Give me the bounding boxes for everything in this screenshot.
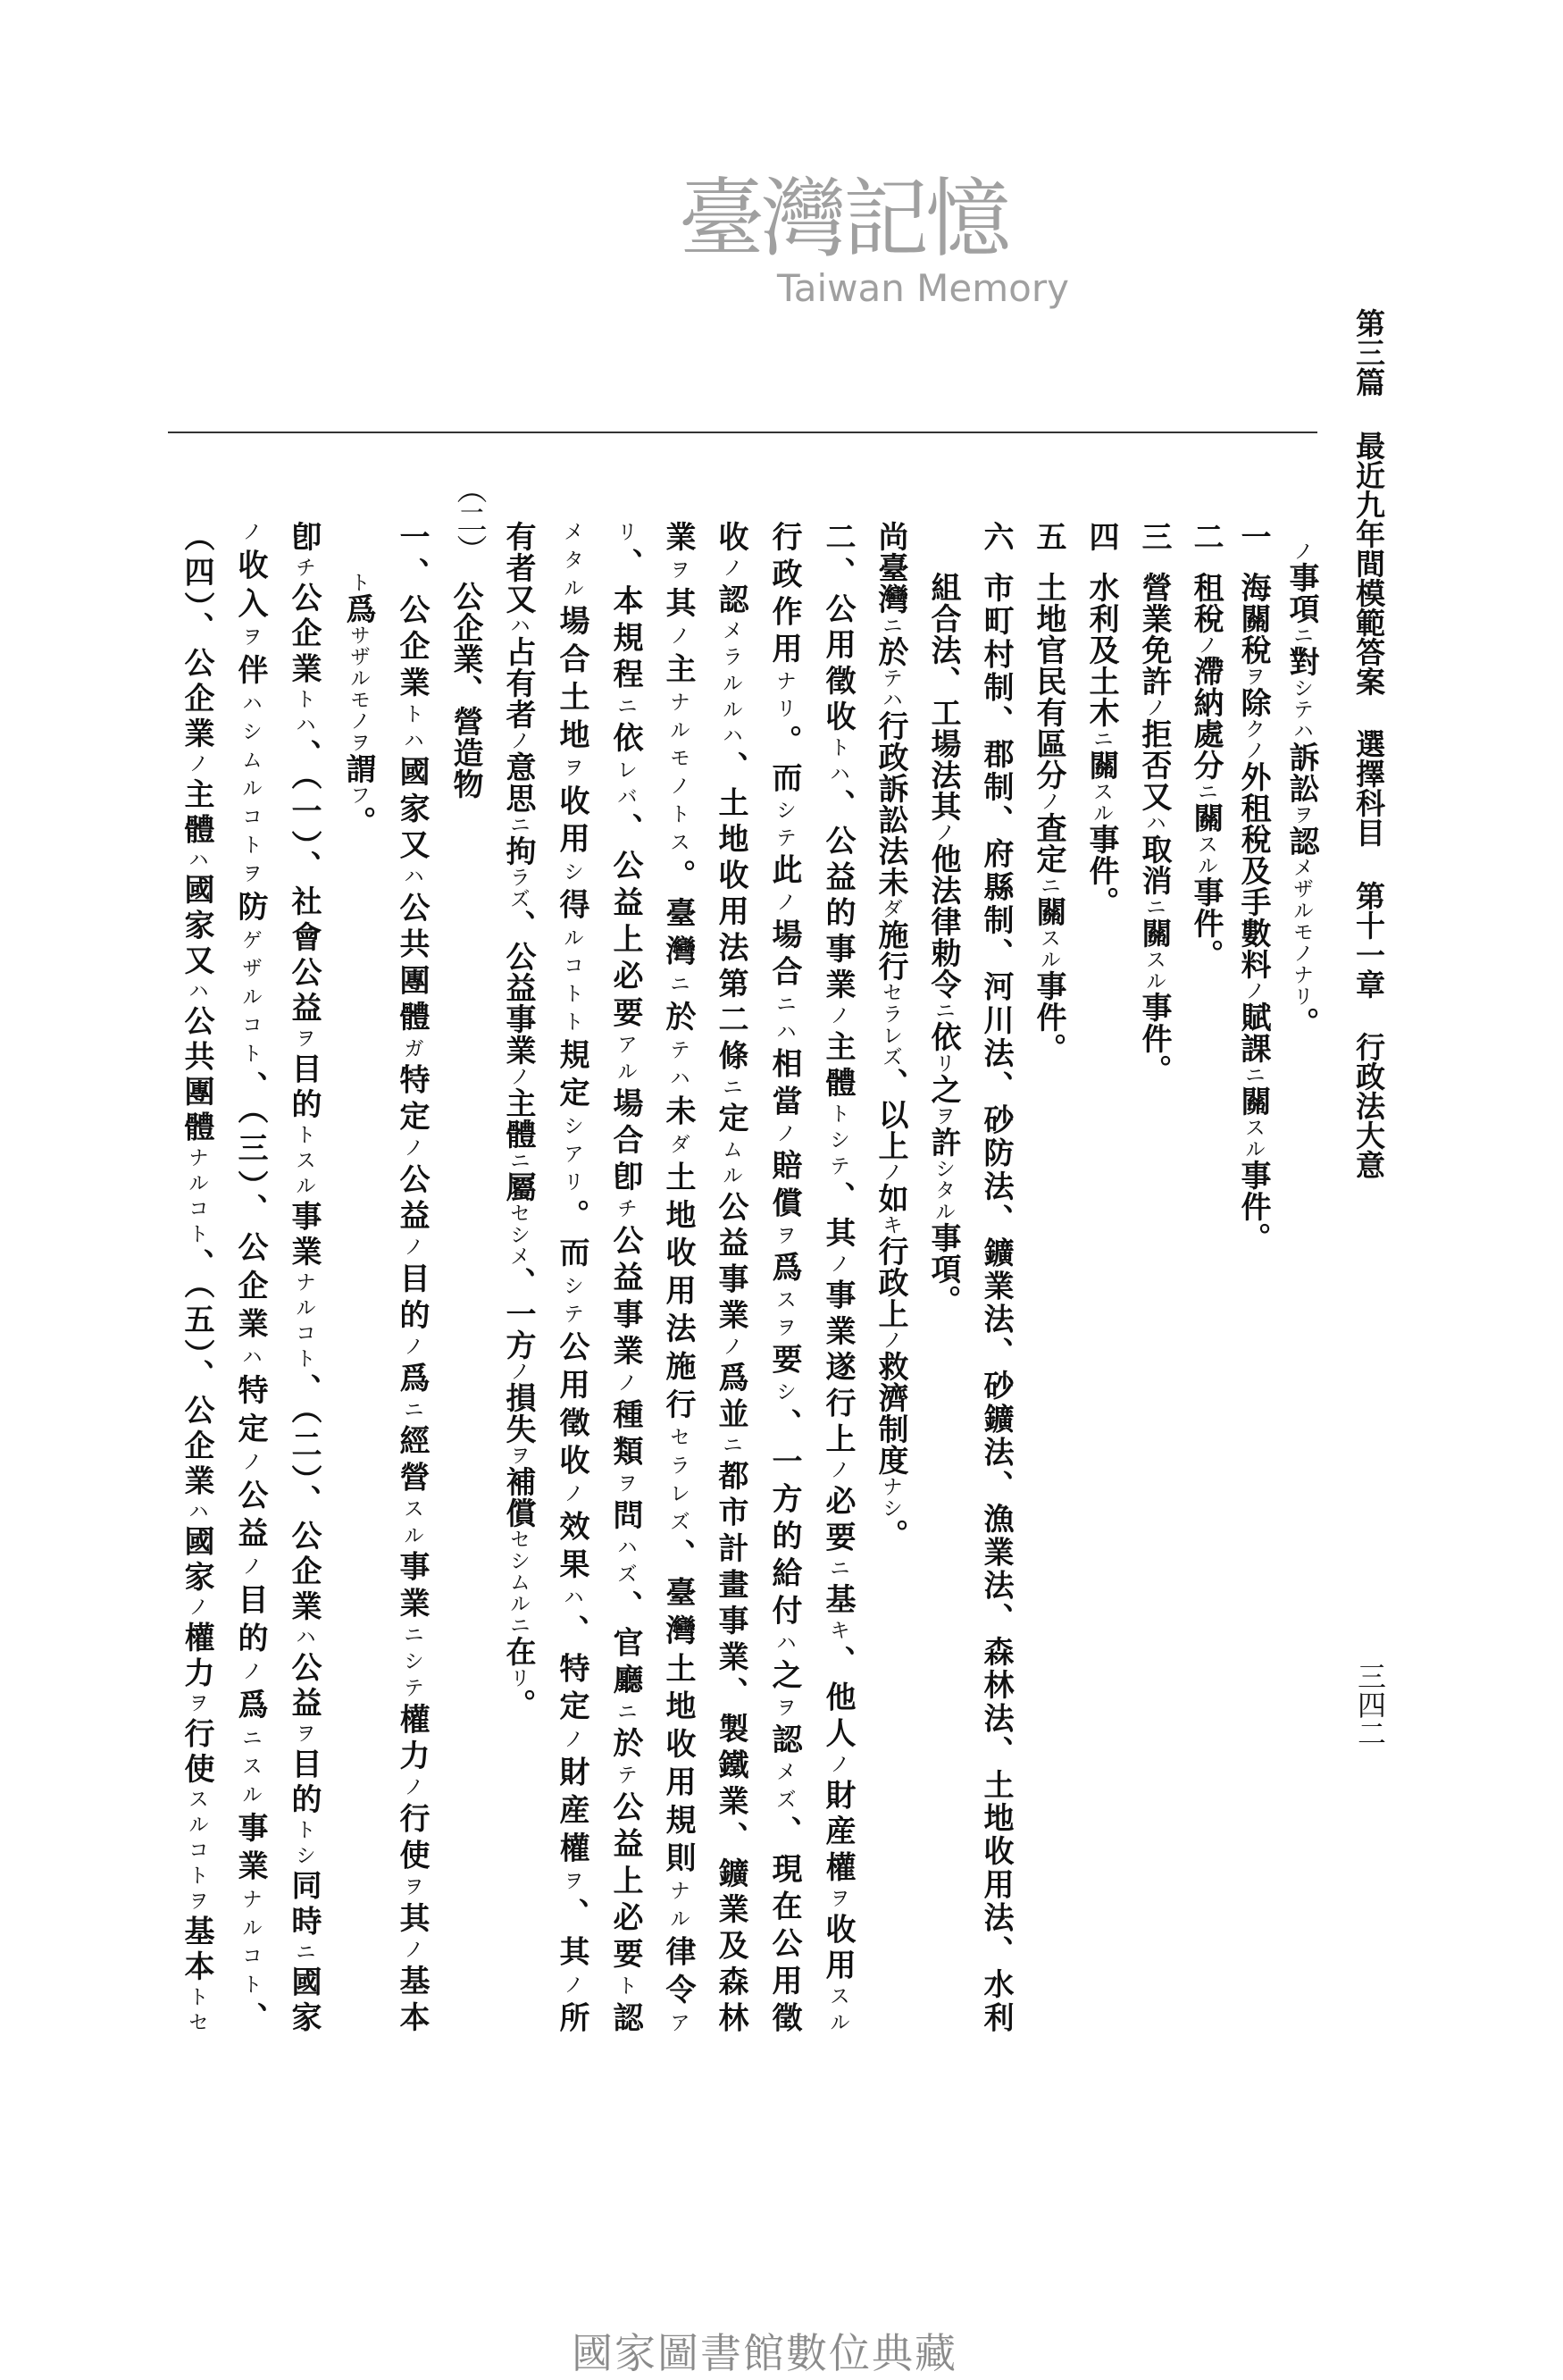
list-item: 海關稅ヲ除クノ外租稅及手數料ノ賦課ニ關スル事件。: [1235, 572, 1271, 1253]
text-line: 一、公企業トハ國家又ハ公共團體ガ特定ノ公益ノ目的ノ爲ニ經營スル事業ニシテ權力ノ行使ヲ其ノ基本: [394, 521, 430, 2033]
text-line: ノ事項ニ對シテハ訴訟ヲ認メザルモノナリ。: [1283, 541, 1319, 1038]
header-chapter-title: 行政法大意: [1351, 1032, 1386, 1179]
header-chapter: 第十一章: [1351, 880, 1386, 999]
list-item: 營業免許ノ拒否又ハ取消ニ關スル事件。: [1136, 572, 1172, 1085]
text-line: リ、本規程ニ依レバ、公益上必要アル場合卽チ公益事業ノ種類ヲ問ハズ、官廳ニ於テ公益上必要ト認: [607, 521, 643, 2033]
header-part: 第三篇: [1351, 308, 1386, 397]
watermark-title: 臺灣記憶: [679, 169, 1007, 269]
list-item: 水利及土木ニ關スル事件。: [1083, 572, 1119, 918]
text-line: 收ノ認メラルルハ、土地收用法第二條ニ定ムル公益事業ノ爲並ニ都市計畫事業、製鐵業、鑛業及森林: [713, 521, 748, 2033]
text-line: 卽チ公企業トハ、（一）、社會公益ヲ目的トスル事業ナルコト、（二）、公企業ハ公益ヲ目的トシ同時ニ國家: [286, 521, 322, 2033]
list-number: 二: [1188, 521, 1224, 551]
text-line: 組合法、工場法其ノ他法律勅令ニ依リ之ヲ許シタル事項。: [925, 572, 961, 1316]
list-item: 市町村制、郡制、府縣制、河川法、砂防法、鑛業法、砂鑛法、漁業法、森林法、土地收用法、水利: [978, 572, 1014, 2033]
header-book: 最近九年間模範答案: [1351, 430, 1386, 696]
text-line: 行政作用ナリ。而シテ此ノ場合ニハ相當ノ賠償ヲ爲スヲ要シ、一方的給付ハ之ヲ認メズ、現在公用徵: [766, 521, 802, 2033]
text-line: ノ收入ヲ伴ハシムルコトヲ防ゲザルコト、（三）、公企業ハ特定ノ公益ノ目的ノ爲ニスル事業ナルコト、: [232, 521, 268, 2033]
text-line: 二、公用徵收トハ、公益的事業ノ主體トシテ、其ノ事業遂行上ノ必要ニ基キ、他人ノ財産權ヲ收用スル: [820, 521, 856, 2033]
running-header: [1349, 308, 1388, 1203]
text-line: ト爲サザルモノヲ謂フ。: [340, 572, 376, 837]
header-subject: 選擇科目: [1351, 729, 1386, 847]
text-line: （四）、公企業ノ主體ハ國家又ハ公共團體ナルコト、（五）、公企業ハ國家ノ權力ヲ行使スルコトヲ基本トセ: [179, 521, 214, 2033]
text-line: 業ヲ其ノ主ナルモノトス。臺灣ニ於テハ未ダ土地收用法施行セラレズ、臺灣土地收用規則ナル律令ア: [660, 521, 696, 2033]
list-number: 三: [1136, 521, 1172, 551]
text-line: メタル場合土地ヲ收用シ得ルコトト規定シアリ。而シテ公用徵收ノ效果ハ、特定ノ財産權ヲ、其ノ所: [554, 521, 589, 2033]
text-line: 有者又ハ占有者ノ意思ニ拘ラズ、公益事業ノ主體ニ屬セシメ、一方ノ損失ヲ補償セシムルニ在リ。: [500, 521, 536, 1720]
list-item: 租稅ノ滯納處分ニ關スル事件。: [1188, 572, 1224, 970]
footer-credit: 國家圖書館數位典藏: [572, 2329, 957, 2377]
section-number: （二）: [451, 473, 487, 565]
list-item: 土地官民有區分ノ査定ニ關スル事件。: [1031, 572, 1066, 1064]
watermark-logo: [679, 170, 1072, 309]
list-number: 五: [1031, 521, 1066, 551]
list-number: 四: [1083, 521, 1119, 551]
page-number: 三四二: [1353, 1662, 1387, 1747]
header-divider: [168, 432, 1317, 433]
list-number: 六: [978, 521, 1014, 551]
list-number: 一: [1235, 521, 1271, 551]
watermark-subtitle: Taiwan Memory: [777, 266, 1069, 310]
section-title: 公企業、營造物: [447, 581, 483, 800]
text-line: 尚臺灣ニ於テハ行政訴訟法未ダ施行セラレズ、以上ノ如キ行政上ノ救濟制度ナシ。: [873, 521, 908, 1550]
